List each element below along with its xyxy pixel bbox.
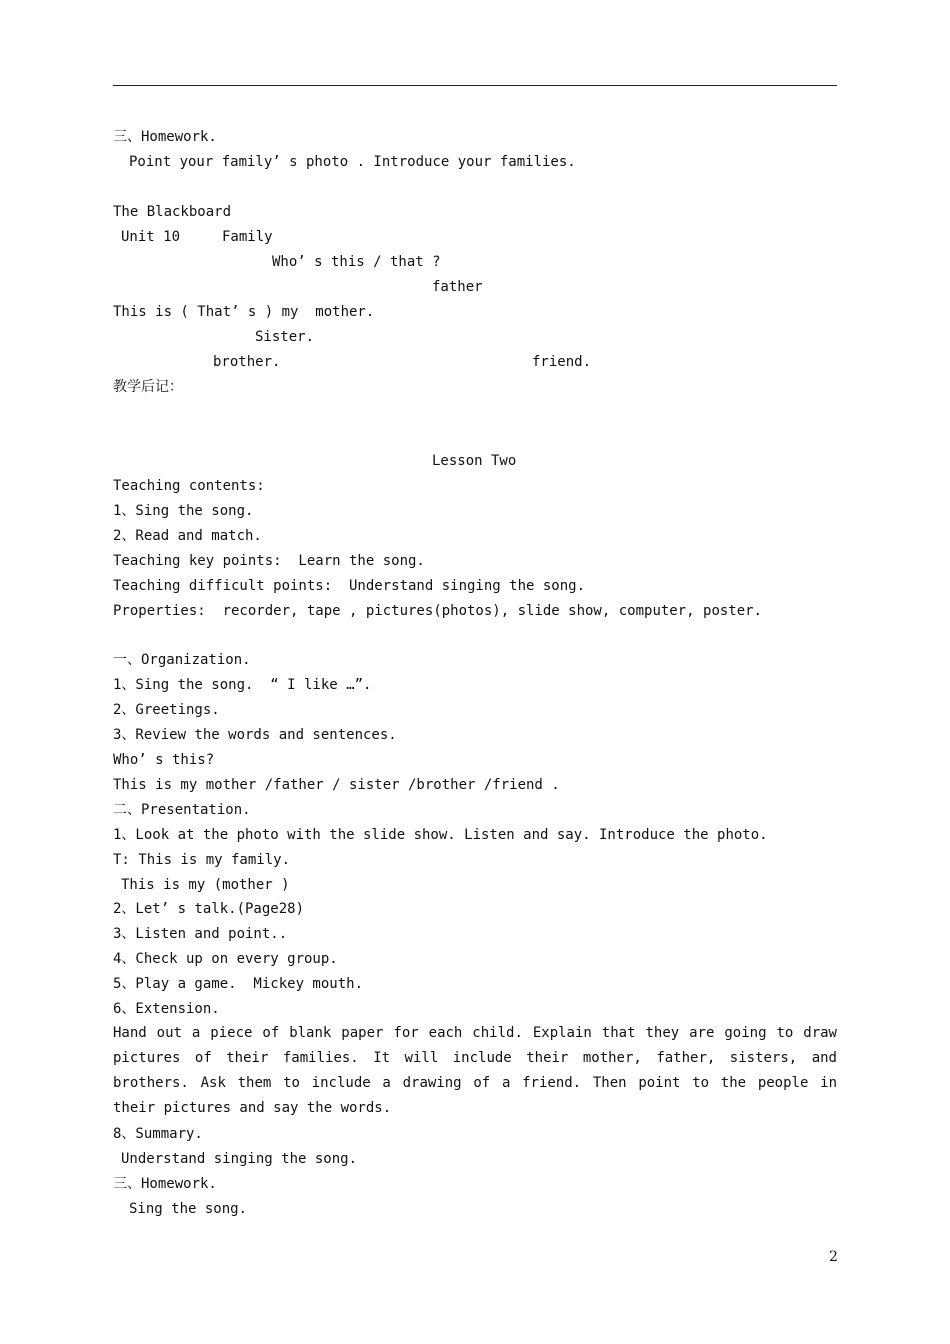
homework-heading-prev: 三、Homework.	[113, 129, 217, 145]
presentation-item: 3、Listen and point..	[113, 926, 288, 942]
blackboard-topic: Family	[222, 229, 273, 245]
extension-paragraph: Hand out a piece of blank paper for each child. Explain that they are going to draw pictures of their families. It will include their mother, father, sisters, and brothers. Ask them to include a drawing of a friend. Then point to the people in their pictures and say the words.	[113, 1025, 837, 1116]
presentation-item: 2、Let’ s talk.(Page28)	[113, 901, 305, 917]
teaching-key-points: Teaching key points: Learn the song.	[113, 553, 425, 569]
blackboard-title: The Blackboard	[113, 204, 232, 220]
organization-item: This is my mother /father / sister /brother /friend .	[113, 777, 560, 793]
presentation-item: 4、Check up on every group.	[113, 951, 338, 967]
teaching-notes-label: 教学后记：	[113, 379, 183, 395]
homework-task: Sing the song.	[129, 1201, 248, 1217]
header-rule	[113, 85, 837, 86]
homework-heading: 三、Homework.	[113, 1176, 217, 1192]
blackboard-question: Who’ s this / that ?	[272, 254, 441, 270]
organization-heading: 一、Organization.	[113, 652, 251, 668]
teaching-contents-heading: Teaching contents:	[113, 478, 265, 494]
teaching-difficult-points: Teaching difficult points: Understand singing the song.	[113, 578, 586, 594]
homework-task-prev: Point your family’ s photo . Introduce your families.	[129, 154, 576, 170]
blackboard-sentence: This is ( That’ s ) my mother.	[113, 304, 375, 320]
presentation-item: 1、Look at the photo with the slide show. Listen and say. Introduce the photo.	[113, 827, 768, 843]
organization-item: 1、Sing the song. “ I like …”.	[113, 677, 372, 693]
presentation-item: This is my (mother )	[121, 877, 290, 893]
blackboard-word-friend: friend.	[532, 354, 592, 370]
presentation-heading: 二、Presentation.	[113, 802, 251, 818]
presentation-item: 6、Extension.	[113, 1001, 220, 1017]
summary-text: Understand singing the song.	[121, 1151, 358, 1167]
presentation-item: T: This is my family.	[113, 852, 291, 868]
blackboard-word-sister: Sister.	[255, 329, 315, 345]
blackboard-word-father: father	[432, 279, 483, 295]
properties-line: Properties: recorder, tape , pictures(photos), slide show, computer, poster.	[113, 603, 763, 619]
organization-item: Who’ s this?	[113, 752, 215, 768]
page-number: 2	[829, 1249, 838, 1265]
blackboard-unit: Unit 10	[121, 229, 181, 245]
blackboard-word-brother: brother.	[213, 354, 281, 370]
organization-item: 3、Review the words and sentences.	[113, 727, 397, 743]
teaching-contents-item: 1、Sing the song.	[113, 503, 254, 519]
presentation-item: 5、Play a game. Mickey mouth.	[113, 976, 364, 992]
summary-heading: 8、Summary.	[113, 1126, 203, 1142]
organization-item: 2、Greetings.	[113, 702, 220, 718]
teaching-contents-item: 2、Read and match.	[113, 528, 262, 544]
lesson-title: Lesson Two	[432, 453, 517, 469]
